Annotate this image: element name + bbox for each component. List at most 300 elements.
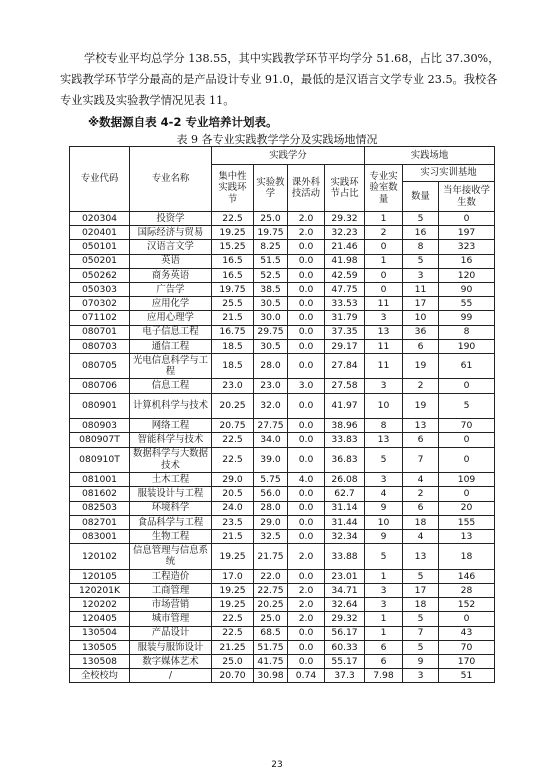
cell-name: 电子信息工程 — [130, 325, 212, 339]
cell-extracurricular: 0.0 — [288, 447, 325, 473]
cell-experiment: 19.75 — [254, 226, 288, 240]
cell-practice-ratio: 29.32 — [325, 612, 365, 626]
cell-practice-ratio: 55.17 — [325, 654, 365, 668]
cell-concentrated: 22.5 — [212, 612, 254, 626]
cell-base-count: 18 — [403, 598, 439, 612]
cell-labs: 1 — [365, 212, 403, 226]
table-row — [70, 640, 495, 654]
table-row — [70, 297, 495, 311]
cell-base-count: 10 — [403, 311, 439, 325]
cell-base-count: 3 — [403, 268, 439, 282]
cell-labs: 10 — [365, 393, 403, 419]
table-row — [70, 529, 495, 543]
cell-extracurricular: 0.0 — [288, 311, 325, 325]
cell-base-count: 18 — [403, 515, 439, 529]
cell-students: 0 — [439, 379, 495, 393]
cell-students: 18 — [439, 544, 495, 570]
cell-experiment: 22.75 — [254, 583, 288, 597]
cell-practice-ratio: 27.58 — [325, 379, 365, 393]
cell-concentrated: 17.0 — [212, 569, 254, 583]
cell-practice-ratio: 32.34 — [325, 529, 365, 543]
cell-extracurricular: 2.0 — [288, 212, 325, 226]
cell-code: 130505 — [70, 640, 130, 654]
cell-code: 120102 — [70, 544, 130, 570]
cell-concentrated: 15.25 — [212, 240, 254, 254]
table-row — [70, 473, 495, 487]
cell-labs: 5 — [365, 447, 403, 473]
cell-base-count: 5 — [403, 569, 439, 583]
header-experiment: 实验教学 — [254, 165, 288, 212]
cell-code: 120105 — [70, 569, 130, 583]
cell-experiment: 20.25 — [254, 598, 288, 612]
cell-experiment: 41.75 — [254, 654, 288, 668]
cell-experiment: 52.5 — [254, 268, 288, 282]
cell-code: 050201 — [70, 254, 130, 268]
cell-concentrated: 18.5 — [212, 353, 254, 379]
cell-base-count: 5 — [403, 254, 439, 268]
cell-extracurricular: 4.0 — [288, 473, 325, 487]
cell-code: 080701 — [70, 325, 130, 339]
cell-practice-ratio: 32.64 — [325, 598, 365, 612]
cell-base-count: 2 — [403, 379, 439, 393]
cell-labs: 13 — [365, 325, 403, 339]
header-base-group: 实习实训基地 — [403, 165, 495, 182]
cell-practice-ratio: 62.7 — [325, 487, 365, 501]
cell-name: 城市管理 — [130, 612, 212, 626]
cell-name: 食品科学与工程 — [130, 515, 212, 529]
cell-experiment: 38.5 — [254, 282, 288, 296]
cell-extracurricular: 0.0 — [288, 569, 325, 583]
table-row — [70, 598, 495, 612]
cell-base-count: 13 — [403, 544, 439, 570]
cell-labs: 3 — [365, 473, 403, 487]
cell-concentrated: 16.5 — [212, 254, 254, 268]
cell-practice-ratio: 23.01 — [325, 569, 365, 583]
cell-experiment: 51.75 — [254, 640, 288, 654]
cell-code: 071102 — [70, 311, 130, 325]
cell-students: 0 — [439, 487, 495, 501]
cell-code: 050262 — [70, 268, 130, 282]
cell-students: 13 — [439, 529, 495, 543]
cell-practice-ratio: 36.83 — [325, 447, 365, 473]
cell-labs: 0 — [365, 268, 403, 282]
cell-extracurricular: 0.0 — [288, 654, 325, 668]
cell-concentrated: 20.5 — [212, 487, 254, 501]
header-base-count: 数量 — [403, 182, 439, 212]
cell-code: 120201K — [70, 583, 130, 597]
cell-concentrated: 16.75 — [212, 325, 254, 339]
cell-labs: 9 — [365, 529, 403, 543]
cell-concentrated: 21.5 — [212, 529, 254, 543]
cell-concentrated: 23.0 — [212, 379, 254, 393]
table-row — [70, 240, 495, 254]
cell-practice-ratio: 47.75 — [325, 282, 365, 296]
cell-extracurricular: 0.0 — [288, 254, 325, 268]
cell-concentrated: 22.5 — [212, 626, 254, 640]
cell-students: 0 — [439, 433, 495, 447]
cell-code: 080705 — [70, 353, 130, 379]
cell-labs: 3 — [365, 379, 403, 393]
cell-extracurricular: 0.0 — [288, 433, 325, 447]
table-row — [70, 433, 495, 447]
cell-labs: 3 — [365, 311, 403, 325]
table-row — [70, 654, 495, 668]
cell-experiment: 51.5 — [254, 254, 288, 268]
table-row — [70, 311, 495, 325]
intro-paragraph: 学校专业平均总学分 138.55，其中实践教学环节平均学分 51.68，占比 37.30%，实践教学环节学分最高的是产品设计专业 91.0，最低的是汉语言文学专业 23.5。我校各专业实践及实验教学情况见表 11。 — [60, 52, 500, 107]
table-row — [70, 569, 495, 583]
cell-practice-ratio: 29.17 — [325, 339, 365, 353]
cell-experiment: 29.0 — [254, 515, 288, 529]
cell-name: 数字媒体艺术 — [130, 654, 212, 668]
cell-extracurricular: 0.0 — [288, 626, 325, 640]
cell-practice-ratio: 37.35 — [325, 325, 365, 339]
cell-base-count: 11 — [403, 282, 439, 296]
cell-labs: 7.98 — [365, 669, 403, 683]
cell-name: 工程造价 — [130, 569, 212, 583]
cell-students: 70 — [439, 640, 495, 654]
table-row — [70, 501, 495, 515]
header-practice-ratio: 实践环节占比 — [325, 165, 365, 212]
cell-base-count: 6 — [403, 501, 439, 515]
cell-students: 146 — [439, 569, 495, 583]
cell-code: 080903 — [70, 419, 130, 433]
cell-name: 智能科学与技术 — [130, 433, 212, 447]
cell-practice-ratio: 42.59 — [325, 268, 365, 282]
cell-labs: 8 — [365, 419, 403, 433]
cell-extracurricular: 0.0 — [288, 419, 325, 433]
cell-students: 190 — [439, 339, 495, 353]
cell-labs: 9 — [365, 501, 403, 515]
cell-experiment: 5.75 — [254, 473, 288, 487]
table-row — [70, 626, 495, 640]
table-row — [70, 419, 495, 433]
cell-code: 130508 — [70, 654, 130, 668]
cell-experiment: 22.0 — [254, 569, 288, 583]
cell-concentrated: 25.0 — [212, 654, 254, 668]
cell-practice-ratio: 38.96 — [325, 419, 365, 433]
cell-students: 8 — [439, 325, 495, 339]
cell-code: 080910T — [70, 447, 130, 473]
cell-extracurricular: 2.0 — [288, 583, 325, 597]
cell-students: 155 — [439, 515, 495, 529]
cell-concentrated: 22.5 — [212, 212, 254, 226]
cell-extracurricular: 3.0 — [288, 379, 325, 393]
cell-extracurricular: 0.0 — [288, 487, 325, 501]
cell-practice-ratio: 27.84 — [325, 353, 365, 379]
cell-extracurricular: 0.0 — [288, 393, 325, 419]
cell-base-count: 6 — [403, 339, 439, 353]
table-body — [70, 212, 495, 683]
cell-experiment: 30.5 — [254, 339, 288, 353]
cell-labs: 2 — [365, 226, 403, 240]
cell-experiment: 30.0 — [254, 311, 288, 325]
header-students: 当年接收学生数 — [439, 182, 495, 212]
cell-labs: 5 — [365, 544, 403, 570]
cell-labs: 11 — [365, 353, 403, 379]
cell-name: 应用化学 — [130, 297, 212, 311]
cell-extracurricular: 2.0 — [288, 612, 325, 626]
page-number: 23 — [271, 760, 283, 770]
table-row — [70, 379, 495, 393]
cell-code: 083001 — [70, 529, 130, 543]
cell-extracurricular: 0.74 — [288, 669, 325, 683]
cell-labs: 6 — [365, 654, 403, 668]
cell-extracurricular: 0.0 — [288, 515, 325, 529]
cell-experiment: 56.0 — [254, 487, 288, 501]
cell-concentrated: 24.0 — [212, 501, 254, 515]
cell-name: 汉语言文学 — [130, 240, 212, 254]
cell-extracurricular: 0.0 — [288, 325, 325, 339]
header-labs: 专业实验室数量 — [365, 165, 403, 212]
source-note: ※数据源自表 4-2 专业培养计划表。 — [88, 115, 278, 129]
table-row — [70, 544, 495, 570]
cell-experiment: 25.0 — [254, 612, 288, 626]
cell-code: 070302 — [70, 297, 130, 311]
cell-extracurricular: 0.0 — [288, 339, 325, 353]
header-credits-group: 实践学分 — [212, 147, 365, 165]
cell-labs: 0 — [365, 240, 403, 254]
cell-labs: 0 — [365, 282, 403, 296]
cell-base-count: 4 — [403, 473, 439, 487]
cell-students: 90 — [439, 282, 495, 296]
cell-students: 323 — [439, 240, 495, 254]
cell-code: 080907T — [70, 433, 130, 447]
cell-code: 081001 — [70, 473, 130, 487]
table-row — [70, 447, 495, 473]
cell-base-count: 5 — [403, 640, 439, 654]
cell-experiment: 39.0 — [254, 447, 288, 473]
cell-name: 国际经济与贸易 — [130, 226, 212, 240]
cell-code: 020304 — [70, 212, 130, 226]
table-row — [70, 669, 495, 683]
cell-practice-ratio: 41.98 — [325, 254, 365, 268]
cell-concentrated: 25.5 — [212, 297, 254, 311]
cell-extracurricular: 2.0 — [288, 544, 325, 570]
cell-base-count: 6 — [403, 433, 439, 447]
cell-base-count: 17 — [403, 297, 439, 311]
table-caption: 表 9 各专业实践教学学分及实践场地情况 — [176, 133, 378, 146]
cell-base-count: 7 — [403, 626, 439, 640]
cell-extracurricular: 0.0 — [288, 268, 325, 282]
cell-name: / — [130, 669, 212, 683]
cell-concentrated: 19.25 — [212, 226, 254, 240]
cell-practice-ratio: 56.17 — [325, 626, 365, 640]
cell-concentrated: 19.25 — [212, 544, 254, 570]
table-row — [70, 282, 495, 296]
cell-practice-ratio: 31.14 — [325, 501, 365, 515]
cell-code: 050303 — [70, 282, 130, 296]
cell-code: 120202 — [70, 598, 130, 612]
cell-concentrated: 21.25 — [212, 640, 254, 654]
cell-labs: 10 — [365, 515, 403, 529]
cell-practice-ratio: 33.83 — [325, 433, 365, 447]
cell-experiment: 68.5 — [254, 626, 288, 640]
table-row — [70, 339, 495, 353]
cell-code: 080901 — [70, 393, 130, 419]
cell-name: 生物工程 — [130, 529, 212, 543]
cell-labs: 6 — [365, 640, 403, 654]
cell-base-count: 36 — [403, 325, 439, 339]
cell-base-count: 9 — [403, 654, 439, 668]
cell-concentrated: 18.5 — [212, 339, 254, 353]
cell-concentrated: 20.75 — [212, 419, 254, 433]
cell-base-count: 19 — [403, 393, 439, 419]
cell-name: 网络工程 — [130, 419, 212, 433]
cell-students: 197 — [439, 226, 495, 240]
cell-experiment: 23.0 — [254, 379, 288, 393]
cell-concentrated: 19.25 — [212, 598, 254, 612]
cell-extracurricular: 0.0 — [288, 282, 325, 296]
header-concentrated: 集中性实践环节 — [212, 165, 254, 212]
cell-students: 51 — [439, 669, 495, 683]
cell-extracurricular: 0.0 — [288, 297, 325, 311]
cell-labs: 1 — [365, 612, 403, 626]
cell-name: 土木工程 — [130, 473, 212, 487]
cell-practice-ratio: 26.08 — [325, 473, 365, 487]
cell-practice-ratio: 41.97 — [325, 393, 365, 419]
cell-code: 082503 — [70, 501, 130, 515]
cell-code: 080706 — [70, 379, 130, 393]
cell-experiment: 21.75 — [254, 544, 288, 570]
cell-extracurricular: 0.0 — [288, 240, 325, 254]
cell-experiment: 34.0 — [254, 433, 288, 447]
cell-practice-ratio: 31.79 — [325, 311, 365, 325]
cell-experiment: 32.5 — [254, 529, 288, 543]
cell-practice-ratio: 60.33 — [325, 640, 365, 654]
cell-concentrated: 22.5 — [212, 447, 254, 473]
cell-code: 120405 — [70, 612, 130, 626]
cell-base-count: 3 — [403, 669, 439, 683]
cell-name: 投资学 — [130, 212, 212, 226]
cell-name: 服装与服饰设计 — [130, 640, 212, 654]
cell-practice-ratio: 33.53 — [325, 297, 365, 311]
header-code: 专业代码 — [70, 147, 130, 212]
cell-code: 050101 — [70, 240, 130, 254]
cell-labs: 4 — [365, 487, 403, 501]
cell-concentrated: 22.5 — [212, 433, 254, 447]
cell-experiment: 30.98 — [254, 669, 288, 683]
cell-code: 081602 — [70, 487, 130, 501]
cell-concentrated: 19.25 — [212, 583, 254, 597]
cell-labs: 3 — [365, 598, 403, 612]
practice-table — [69, 146, 495, 683]
cell-students: 28 — [439, 583, 495, 597]
cell-students: 120 — [439, 268, 495, 282]
cell-extracurricular: 2.0 — [288, 598, 325, 612]
header-name: 专业名称 — [130, 147, 212, 212]
table-row — [70, 487, 495, 501]
cell-students: 55 — [439, 297, 495, 311]
cell-name: 环境科学 — [130, 501, 212, 515]
cell-base-count: 17 — [403, 583, 439, 597]
cell-practice-ratio: 21.46 — [325, 240, 365, 254]
cell-labs: 1 — [365, 569, 403, 583]
cell-students: 20 — [439, 501, 495, 515]
cell-name: 光电信息科学与工程 — [130, 353, 212, 379]
cell-name: 应用心理学 — [130, 311, 212, 325]
cell-code: 082701 — [70, 515, 130, 529]
cell-experiment: 28.0 — [254, 501, 288, 515]
table-row — [70, 268, 495, 282]
cell-base-count: 19 — [403, 353, 439, 379]
cell-name: 商务英语 — [130, 268, 212, 282]
cell-base-count: 13 — [403, 419, 439, 433]
cell-concentrated: 21.5 — [212, 311, 254, 325]
cell-extracurricular: 0.0 — [288, 529, 325, 543]
cell-practice-ratio: 31.44 — [325, 515, 365, 529]
cell-experiment: 27.75 — [254, 419, 288, 433]
cell-name: 产品设计 — [130, 626, 212, 640]
cell-extracurricular: 0.0 — [288, 353, 325, 379]
cell-students: 99 — [439, 311, 495, 325]
cell-code: 130504 — [70, 626, 130, 640]
cell-students: 70 — [439, 419, 495, 433]
cell-experiment: 32.0 — [254, 393, 288, 419]
cell-name: 市场营销 — [130, 598, 212, 612]
cell-extracurricular: 2.0 — [288, 226, 325, 240]
cell-labs: 13 — [365, 433, 403, 447]
cell-labs: 1 — [365, 254, 403, 268]
cell-concentrated: 23.5 — [212, 515, 254, 529]
table-row — [70, 353, 495, 379]
cell-students: 0 — [439, 612, 495, 626]
cell-code: 020401 — [70, 226, 130, 240]
table-row — [70, 226, 495, 240]
cell-experiment: 30.5 — [254, 297, 288, 311]
cell-name: 广告学 — [130, 282, 212, 296]
table-row — [70, 212, 495, 226]
cell-extracurricular: 0.0 — [288, 501, 325, 515]
cell-name: 信息管理与信息系统 — [130, 544, 212, 570]
cell-base-count: 7 — [403, 447, 439, 473]
cell-base-count: 8 — [403, 240, 439, 254]
cell-practice-ratio: 32.23 — [325, 226, 365, 240]
cell-concentrated: 20.70 — [212, 669, 254, 683]
cell-name: 工商管理 — [130, 583, 212, 597]
cell-students: 0 — [439, 447, 495, 473]
cell-labs: 11 — [365, 339, 403, 353]
table-row — [70, 583, 495, 597]
cell-practice-ratio: 37.3 — [325, 669, 365, 683]
cell-students: 0 — [439, 212, 495, 226]
cell-experiment: 8.25 — [254, 240, 288, 254]
cell-students: 43 — [439, 626, 495, 640]
cell-experiment: 29.75 — [254, 325, 288, 339]
cell-practice-ratio: 29.32 — [325, 212, 365, 226]
cell-base-count: 5 — [403, 612, 439, 626]
cell-students: 5 — [439, 393, 495, 419]
table-row — [70, 393, 495, 419]
cell-concentrated: 19.75 — [212, 282, 254, 296]
cell-base-count: 5 — [403, 212, 439, 226]
cell-concentrated: 16.5 — [212, 268, 254, 282]
cell-experiment: 25.0 — [254, 212, 288, 226]
cell-students: 170 — [439, 654, 495, 668]
cell-labs: 1 — [365, 626, 403, 640]
cell-students: 109 — [439, 473, 495, 487]
cell-name: 信息工程 — [130, 379, 212, 393]
cell-practice-ratio: 34.71 — [325, 583, 365, 597]
cell-students: 152 — [439, 598, 495, 612]
cell-concentrated: 29.0 — [212, 473, 254, 487]
cell-base-count: 2 — [403, 487, 439, 501]
header-venue-group: 实践场地 — [365, 147, 495, 165]
cell-name: 计算机科学与技术 — [130, 393, 212, 419]
cell-extracurricular: 0.0 — [288, 640, 325, 654]
cell-base-count: 16 — [403, 226, 439, 240]
cell-students: 16 — [439, 254, 495, 268]
